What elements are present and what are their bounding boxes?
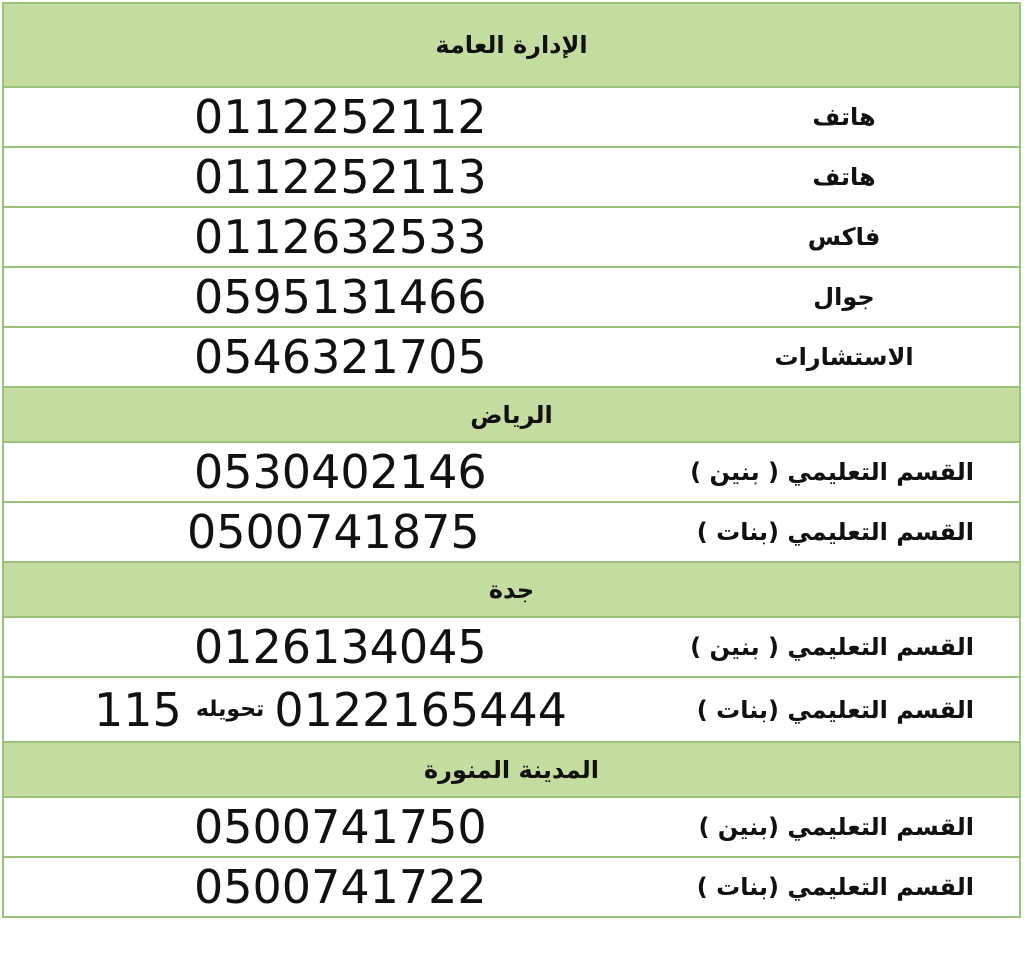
extension-label: تحويله <box>195 697 265 722</box>
phone-number[interactable]: 0112252113 <box>194 150 487 204</box>
section-title: الإدارة العامة <box>435 31 588 59</box>
table-row <box>4 678 1019 743</box>
phone-with-extension <box>94 683 567 737</box>
table-row <box>4 328 1019 388</box>
row-label: القسم التعليمي (بنات ) <box>696 518 974 546</box>
row-label: الاستشارات <box>774 343 914 371</box>
phone-number[interactable]: 0530402146 <box>194 445 487 499</box>
section-header-jeddah <box>4 563 1019 618</box>
row-label: القسم التعليمي ( بنين ) <box>690 633 974 661</box>
phone-number[interactable]: 0500741875 <box>187 505 480 559</box>
table-row <box>4 208 1019 268</box>
section-header-madinah <box>4 743 1019 798</box>
phone-number[interactable]: 0500741722 <box>194 860 487 914</box>
section-title: جدة <box>488 575 535 604</box>
phone-number[interactable]: 0112252112 <box>194 90 487 144</box>
section-header-riyadh <box>4 388 1019 443</box>
table-row <box>4 858 1019 916</box>
row-label: القسم التعليمي (بنين ) <box>698 813 974 841</box>
table-row <box>4 503 1019 563</box>
row-label: فاكس <box>807 223 881 251</box>
table-row <box>4 268 1019 328</box>
section-title: الرياض <box>470 400 553 429</box>
consultation-number[interactable]: 0546321705 <box>194 330 487 384</box>
section-title: المدينة المنورة <box>423 755 600 784</box>
fax-number[interactable]: 0112632533 <box>194 210 487 264</box>
row-label: القسم التعليمي ( بنين ) <box>690 458 974 486</box>
table-row <box>4 88 1019 148</box>
row-label: القسم التعليمي (بنات ) <box>696 873 974 901</box>
table-row <box>4 618 1019 678</box>
row-label: هاتف <box>812 103 876 131</box>
row-label: جوال <box>813 283 875 311</box>
mobile-number[interactable]: 0595131466 <box>194 270 487 324</box>
table-row <box>4 798 1019 858</box>
extension-number: 115 <box>94 682 182 737</box>
row-label: القسم التعليمي (بنات ) <box>696 695 974 724</box>
row-label: هاتف <box>812 163 876 191</box>
contact-table <box>2 2 1021 918</box>
phone-number[interactable]: 0122165444 <box>274 682 567 737</box>
phone-number[interactable]: 0500741750 <box>194 800 487 854</box>
phone-number[interactable]: 0126134045 <box>194 620 487 674</box>
table-row <box>4 148 1019 208</box>
section-header-general <box>4 4 1019 88</box>
table-row <box>4 443 1019 503</box>
